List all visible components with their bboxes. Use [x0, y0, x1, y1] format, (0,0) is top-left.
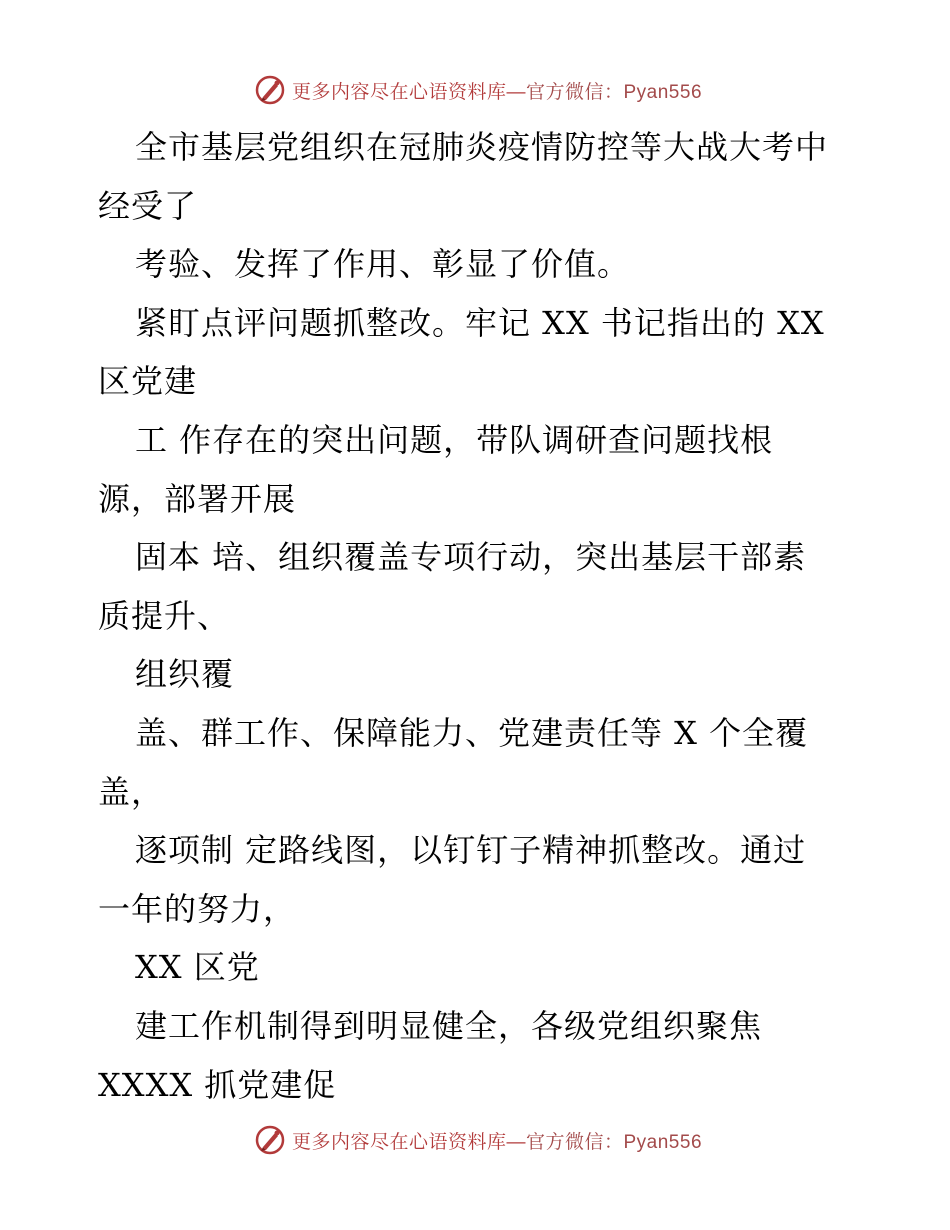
watermark-text [292, 77, 702, 104]
text-line: 一年的努力， [98, 889, 297, 928]
watermark-site: 更多内容尽在心语资料库 [291, 81, 507, 103]
watermark-separator: — [506, 81, 526, 103]
footer-watermark [0, 1120, 950, 1160]
text-line: 紧盯点评问题抓整改。牢记 XX 书记指出的 XX [135, 303, 825, 342]
watermark-wechat: 官方微信：Pyan556 [526, 1131, 703, 1153]
text-line: 区党建 [98, 362, 198, 401]
watermark-site: 更多内容尽在心语资料库 [291, 1131, 507, 1153]
watermark-text [292, 1127, 702, 1154]
text-line: 建工作机制得到明显健全，各级党组织聚焦 [135, 1006, 763, 1045]
pen-logo-icon [254, 74, 286, 106]
text-line: 盖、群工作、保障能力、党建责任等 X 个全覆 [135, 713, 809, 752]
header-watermark [0, 70, 950, 110]
text-line: XXXX 抓党建促 [98, 1065, 337, 1104]
text-line: 逐项制 定路线图，以钉钉子精神抓整改。通过 [135, 831, 807, 870]
text-line: 固本 培、组织覆盖专项行动，突出基层干部素 [135, 538, 807, 577]
text-line: 质提升、 [98, 596, 231, 635]
text-line: 组织覆 [135, 655, 235, 694]
watermark-wechat: 官方微信：Pyan556 [526, 81, 703, 103]
text-line: 全市基层党组织在冠肺炎疫情防控等大战大考中 [135, 128, 829, 166]
text-line: 盖， [98, 772, 165, 811]
pen-logo-icon [254, 1124, 286, 1156]
document-body [98, 118, 858, 1114]
watermark-separator: — [506, 1131, 526, 1153]
text-line: 经受了 [98, 186, 198, 225]
text-line: 源，部署开展 [98, 479, 297, 518]
text-line: 工 作存在的突出问题，带队调研查问题找根 [135, 420, 774, 459]
text-line: XX 区党 [135, 948, 260, 987]
text-line: 考验、发挥了作用、彰显了价值。 [135, 245, 631, 284]
